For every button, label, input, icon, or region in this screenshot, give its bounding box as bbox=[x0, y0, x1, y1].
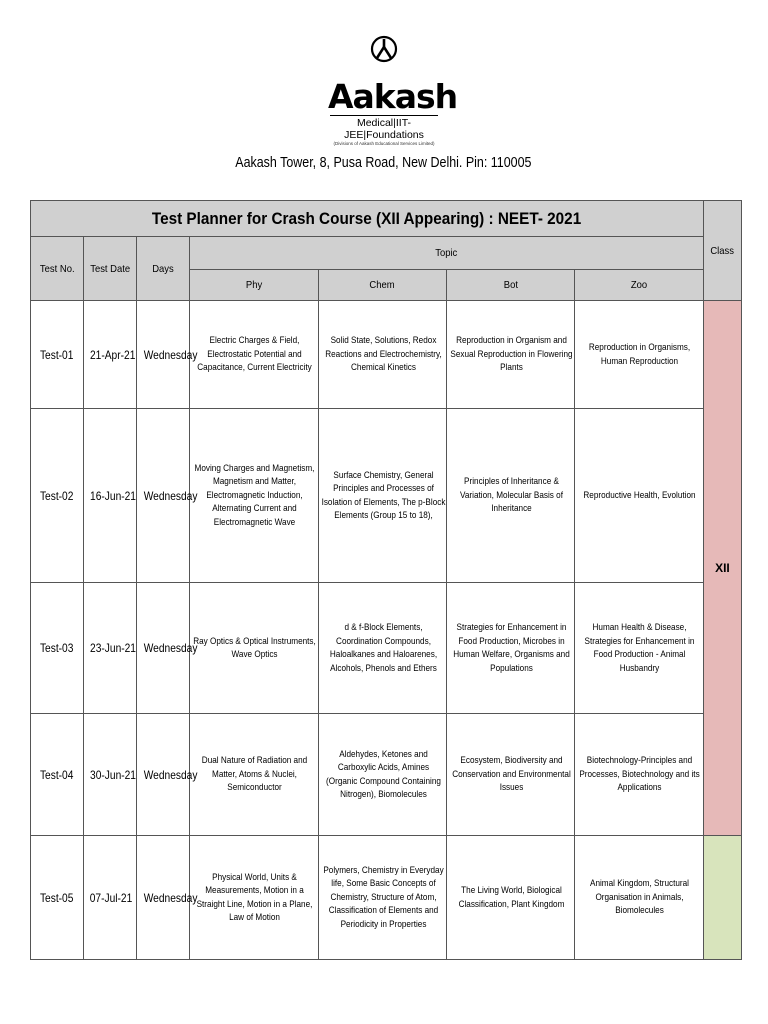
header-class: Class bbox=[703, 201, 741, 301]
header-topic: Topic bbox=[190, 237, 703, 270]
zoo-topic-cell: Reproduction in Organisms, Human Reproduction bbox=[575, 301, 703, 409]
table-title: Test Planner for Crash Course (XII Appearing) : NEET- 2021 bbox=[31, 201, 704, 237]
table-row bbox=[31, 409, 742, 583]
test-planner-table bbox=[30, 200, 742, 960]
chem-topic-cell: Solid State, Solutions, Redox Reactions and Electrochemistry, Chemical Kinetics bbox=[318, 301, 446, 409]
phy-topic-cell: Dual Nature of Radiation and Matter, Atoms & Nuclei, Semiconductor bbox=[190, 714, 318, 836]
day-cell: Wednesday bbox=[137, 714, 190, 836]
aakash-logo bbox=[328, 34, 458, 150]
class-xii-cell: XII bbox=[703, 301, 741, 836]
test-no-cell: Test-04 bbox=[31, 714, 84, 836]
table-row bbox=[31, 714, 742, 836]
test-date-cell: 23-Jun-21 bbox=[84, 583, 137, 714]
test-no-cell: Test-01 bbox=[31, 301, 84, 409]
header-bot: Bot bbox=[447, 270, 575, 301]
bot-topic-cell: Strategies for Enhancement in Food Production, Microbes in Human Welfare, Organisms and Populations bbox=[447, 583, 575, 714]
phy-topic-cell: Electric Charges & Field, Electrostatic Potential and Capacitance, Current Electricity bbox=[190, 301, 318, 409]
chem-topic-cell: Surface Chemistry, General Principles and Processes of Isolation of Elements, The p-Block Elements (Group 15 to 18), bbox=[318, 409, 446, 583]
header-zoo: Zoo bbox=[575, 270, 703, 301]
bot-topic-cell: The Living World, Biological Classification, Plant Kingdom bbox=[447, 836, 575, 960]
bot-topic-cell: Ecosystem, Biodiversity and Conservation and Environmental Issues bbox=[447, 714, 575, 836]
day-cell: Wednesday bbox=[137, 583, 190, 714]
chem-topic-cell: d & f-Block Elements, Coordination Compounds, Haloalkanes and Haloarenes, Alcohols, Phenols and Ethers bbox=[318, 583, 446, 714]
test-date-cell: 21-Apr-21 bbox=[84, 301, 137, 409]
header-chem: Chem bbox=[318, 270, 446, 301]
class-xi-cell bbox=[703, 836, 741, 960]
test-date-cell: 16-Jun-21 bbox=[84, 409, 137, 583]
table-row bbox=[31, 301, 742, 409]
zoo-topic-cell: Animal Kingdom, Structural Organisation in Animals, Biomolecules bbox=[575, 836, 703, 960]
zoo-topic-cell: Biotechnology-Principles and Processes, Biotechnology and its Applications bbox=[575, 714, 703, 836]
chem-topic-cell: Aldehydes, Ketones and Carboxylic Acids, Amines (Organic Compound Containing Nitrogen), Biomolecules bbox=[318, 714, 446, 836]
test-date-cell: 07-Jul-21 bbox=[84, 836, 137, 960]
bot-topic-cell: Principles of Inheritance & Variation, Molecular Basis of Inheritance bbox=[447, 409, 575, 583]
day-cell: Wednesday bbox=[137, 836, 190, 960]
address-line: Aakash Tower, 8, Pusa Road, New Delhi. Pin: 110005 bbox=[235, 155, 532, 171]
header-phy: Phy bbox=[190, 270, 318, 301]
day-cell: Wednesday bbox=[137, 301, 190, 409]
header-test-no: Test No. bbox=[31, 237, 84, 301]
day-cell: Wednesday bbox=[137, 409, 190, 583]
phy-topic-cell: Ray Optics & Optical Instruments, Wave Optics bbox=[190, 583, 318, 714]
table-row bbox=[31, 836, 742, 960]
brand-tagline: Medical|IIT-JEE|Foundations bbox=[330, 115, 438, 141]
test-no-cell: Test-02 bbox=[31, 409, 84, 583]
brand-name: Aakash bbox=[328, 77, 458, 116]
test-date-cell: 30-Jun-21 bbox=[84, 714, 137, 836]
bot-topic-cell: Reproduction in Organism and Sexual Reproduction in Flowering Plants bbox=[447, 301, 575, 409]
test-no-cell: Test-03 bbox=[31, 583, 84, 714]
aakash-emblem-icon bbox=[369, 34, 399, 78]
header-test-date: Test Date bbox=[84, 237, 137, 301]
header-days: Days bbox=[137, 237, 190, 301]
chem-topic-cell: Polymers, Chemistry in Everyday life, Some Basic Concepts of Chemistry, Structure of Atom, Classification of Elements and Periodicity in Properties bbox=[318, 836, 446, 960]
test-no-cell: Test-05 bbox=[31, 836, 84, 960]
brand-subtagline: (Divisions of Aakash Educational Services Limited) bbox=[333, 141, 435, 146]
zoo-topic-cell: Human Health & Disease, Strategies for Enhancement in Food Production - Animal Husbandry bbox=[575, 583, 703, 714]
phy-topic-cell: Moving Charges and Magnetism, Magnetism and Matter, Electromagnetic Induction, Alternating Current and Electromagnetic Wave bbox=[190, 409, 318, 583]
phy-topic-cell: Physical World, Units & Measurements, Motion in a Straight Line, Motion in a Plane, Law of Motion bbox=[190, 836, 318, 960]
table-row bbox=[31, 583, 742, 714]
zoo-topic-cell: Reproductive Health, Evolution bbox=[575, 409, 703, 583]
